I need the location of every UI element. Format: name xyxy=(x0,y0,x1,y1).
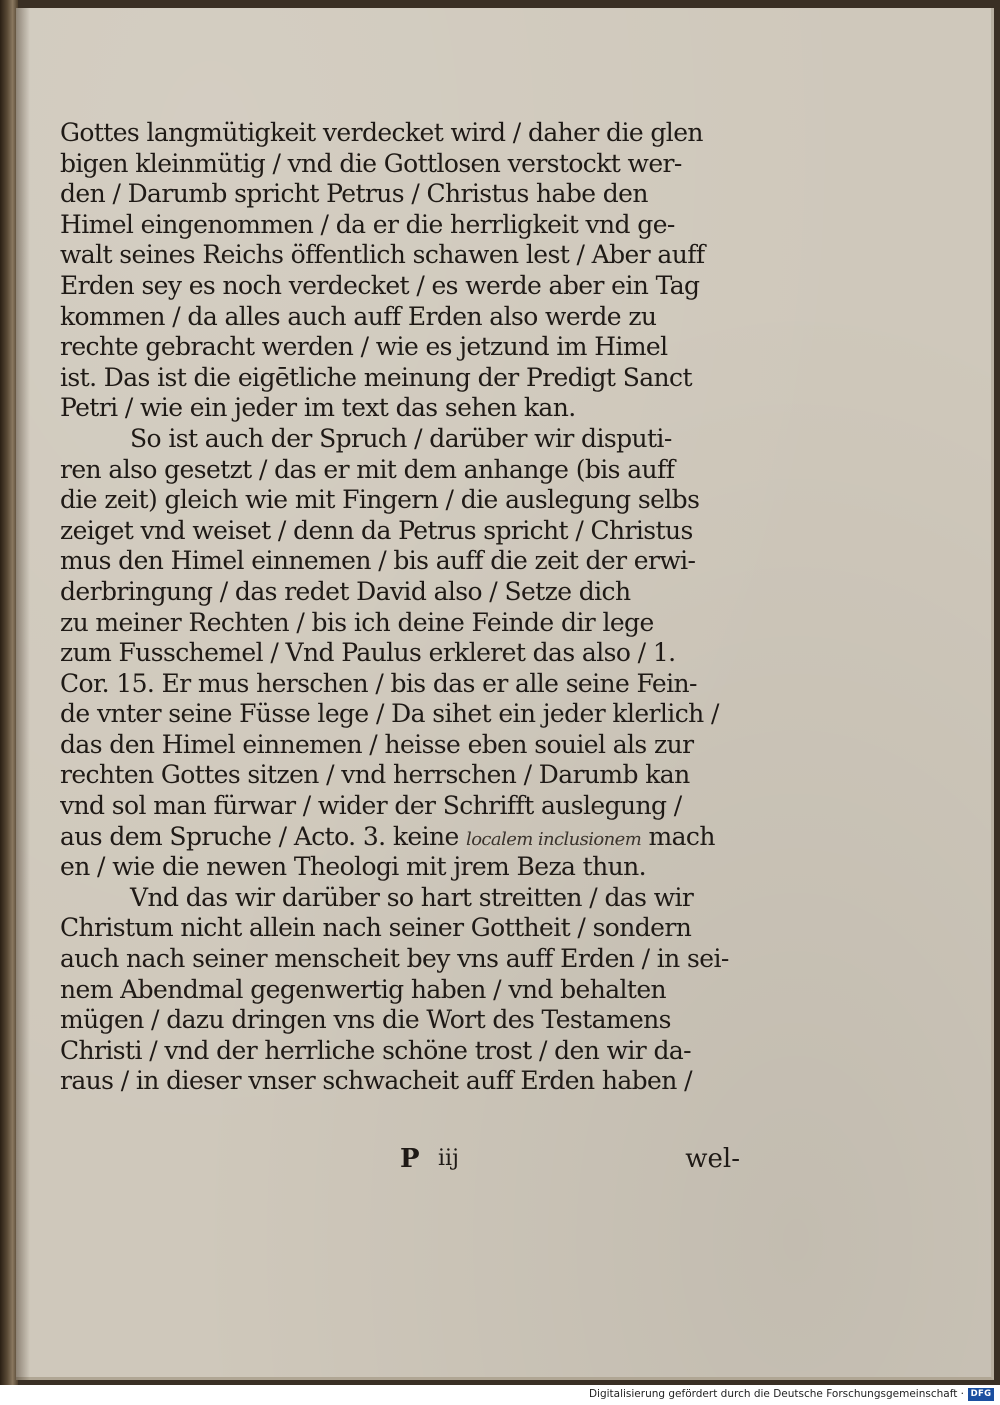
latin-phrase: localem inclusionem xyxy=(466,828,642,850)
text-line: zeiget vnd weiset / denn da Petrus spricht / Christus xyxy=(60,515,693,545)
page-gutter-shadow xyxy=(16,8,30,1380)
text-segment: mach xyxy=(641,821,715,851)
signature-letter: P xyxy=(400,1144,420,1174)
text-line: Petri / wie ein jeder im text das sehen kan. xyxy=(60,393,576,423)
text-line: Christi / vnd der herrliche schöne trost / den wir da- xyxy=(60,1035,692,1065)
text-line: ist. Das ist die eigētliche meinung der Predigt Sanct xyxy=(60,362,692,392)
text-line: bigen kleinmütig / vnd die Gottlosen verstockt wer- xyxy=(60,148,682,178)
paragraph-start-line: Vnd das wir darüber so hart streitten / das wir xyxy=(130,882,694,912)
text-line: zu meiner Rechten / bis ich deine Feinde dir lege xyxy=(60,607,654,637)
signature-number: iij xyxy=(438,1146,459,1171)
text-line: den / Darumb spricht Petrus / Christus habe den xyxy=(60,179,648,209)
text-line: mügen / dazu dringen vns die Wort des Testamens xyxy=(60,1005,671,1035)
text-line: das den Himel einnemen / heisse eben souiel als zur xyxy=(60,729,694,759)
text-line: walt seines Reichs öffentlich schawen lest / Aber auff xyxy=(60,240,705,270)
text-line: kommen / da alles auch auff Erden also werde zu xyxy=(60,301,657,331)
text-line: mus den Himel einnemen / bis auff die zeit der erwi- xyxy=(60,546,696,576)
text-line: de vnter seine Füsse lege / Da sihet ein jeder klerlich / xyxy=(60,699,719,729)
text-line: nem Abendmal gegenwertig haben / vnd behalten xyxy=(60,974,667,1004)
text-line: rechte gebracht werden / wie es jetzund im Himel xyxy=(60,332,668,362)
text-line: auch nach seiner menscheit bey vns auff Erden / in sei- xyxy=(60,944,729,974)
text-line: ren also gesetzt / das er mit dem anhange (bis auff xyxy=(60,454,675,484)
paragraph-start-line: So ist auch der Spruch / darüber wir disputi- xyxy=(130,423,672,453)
page-text-block xyxy=(60,118,750,1097)
text-line: Himel eingenommen / da er die herrligkeit vnd ge- xyxy=(60,209,675,239)
text-line: rechten Gottes sitzen / vnd herrschen / Darumb kan xyxy=(60,760,690,790)
text-line: Cor. 15. Er mus herschen / bis das er alle seine Fein- xyxy=(60,668,697,698)
text-segment: aus dem Spruche / Acto. 3. keine xyxy=(60,821,459,851)
text-line: derbringung / das redet David also / Setze dich xyxy=(60,576,631,606)
text-line-with-latin xyxy=(60,822,750,853)
dfg-logo-icon: DFG xyxy=(968,1388,994,1401)
digitization-footer xyxy=(0,1385,1000,1405)
catchword: wel- xyxy=(685,1144,740,1174)
funding-credit: Digitalisierung gefördert durch die Deutsche Forschungsgemeinschaft · xyxy=(588,1388,964,1400)
text-line: zum Fusschemel / Vnd Paulus erkleret das also / 1. xyxy=(60,638,676,668)
text-line: raus / in dieser vnser schwacheit auff Erden haben / xyxy=(60,1066,692,1096)
text-line: Erden sey es noch verdecket / es werde aber ein Tag xyxy=(60,270,700,300)
text-line: vnd sol man fürwar / wider der Schrifft auslegung / xyxy=(60,791,682,821)
signature-row xyxy=(60,1144,740,1178)
text-line: Christum nicht allein nach seiner Gottheit / sondern xyxy=(60,913,692,943)
text-line: en / wie die newen Theologi mit jrem Beza thun. xyxy=(60,852,646,882)
text-line: Gottes langmütigkeit verdecket wird / daher die glen xyxy=(60,118,703,147)
text-line: die zeit) gleich wie mit Fingern / die auslegung selbs xyxy=(60,485,700,515)
